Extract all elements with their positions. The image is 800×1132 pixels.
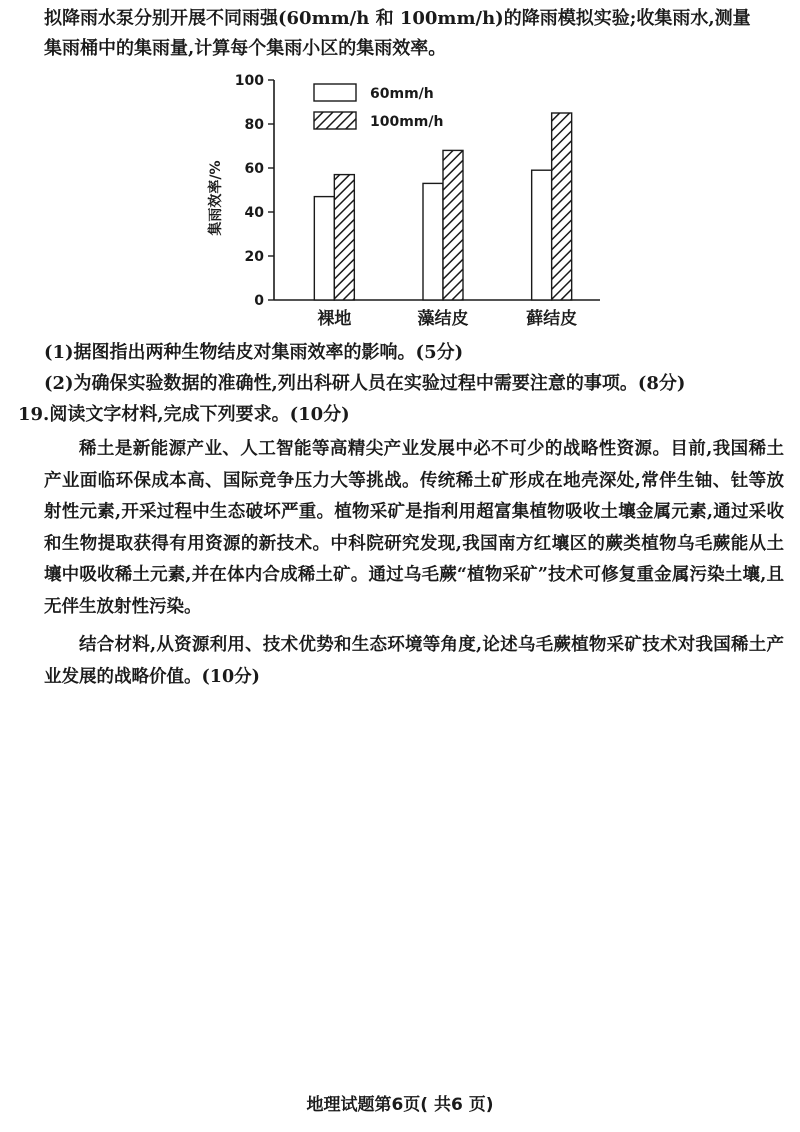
y-tick-label: 60 xyxy=(244,161,264,177)
bar-series-2-3 xyxy=(552,113,572,300)
legend-label: 100mm/h xyxy=(370,114,444,130)
x-category-label: 藻结皮 xyxy=(417,309,469,329)
y-tick-label: 100 xyxy=(234,73,264,89)
intro-line-1: 拟降雨水泵分别开展不同雨强(60mm/h 和 100mm/h)的降雨模拟实验;收集雨水,测量 xyxy=(44,8,751,29)
legend-swatch xyxy=(314,84,356,101)
question-2: (2)为确保实验数据的准确性,列出科研人员在实验过程中需要注意的事项。(8分) xyxy=(44,373,686,394)
bar-series-1-3 xyxy=(532,170,552,300)
bar-series-1-1 xyxy=(314,197,334,300)
bar-series-2-1 xyxy=(334,175,354,300)
passage-paragraph-1: 稀土是新能源产业、人工智能等高精尖产业发展中必不可少的战略性资源。目前,我国稀土产业面临环保成本高、国际竞争压力大等挑战。传统稀土矿形成在地壳深处,常伴生铀、钍等放射性元素,开采过程中生态破坏严重。植物采矿是指利用超富集植物吸收土壤金属元素,通过采收和生物提取获得有用资源的新技术。中科院研究发现,我国南方红壤区的蕨类植物乌毛蕨能从土壤中吸收稀土元素,并在体内合成稀土矿。通过乌毛蕨“植物采矿”技术可修复重金属污染土壤,且无伴生放射性污染。 xyxy=(44,439,784,617)
y-tick-label: 40 xyxy=(244,205,264,221)
page-footer: 地理试题第6页( 共6 页) xyxy=(306,1095,494,1115)
y-axis-label: 集雨效率/% xyxy=(208,160,224,236)
y-tick-label: 80 xyxy=(244,117,264,133)
bar-series-1-2 xyxy=(423,183,443,300)
rain-efficiency-chart xyxy=(180,66,620,334)
y-tick-label: 20 xyxy=(244,249,264,265)
intro-line-2: 集雨桶中的集雨量,计算每个集雨小区的集雨效率。 xyxy=(44,38,447,59)
question-19: 19.阅读文字材料,完成下列要求。(10分) xyxy=(18,404,350,425)
passage-paragraph-2: 结合材料,从资源利用、技术优势和生态环境等角度,论述乌毛蕨植物采矿技术对我国稀土产业发展的战略价值。(10分) xyxy=(44,635,784,687)
legend-label: 60mm/h xyxy=(370,86,434,102)
legend-swatch xyxy=(314,112,356,129)
x-category-label: 藓结皮 xyxy=(526,309,578,329)
y-tick-label: 0 xyxy=(254,293,264,309)
question-1: (1)据图指出两种生物结皮对集雨效率的影响。(5分) xyxy=(44,342,464,363)
x-category-label: 裸地 xyxy=(317,309,352,329)
bar-series-2-2 xyxy=(443,150,463,300)
